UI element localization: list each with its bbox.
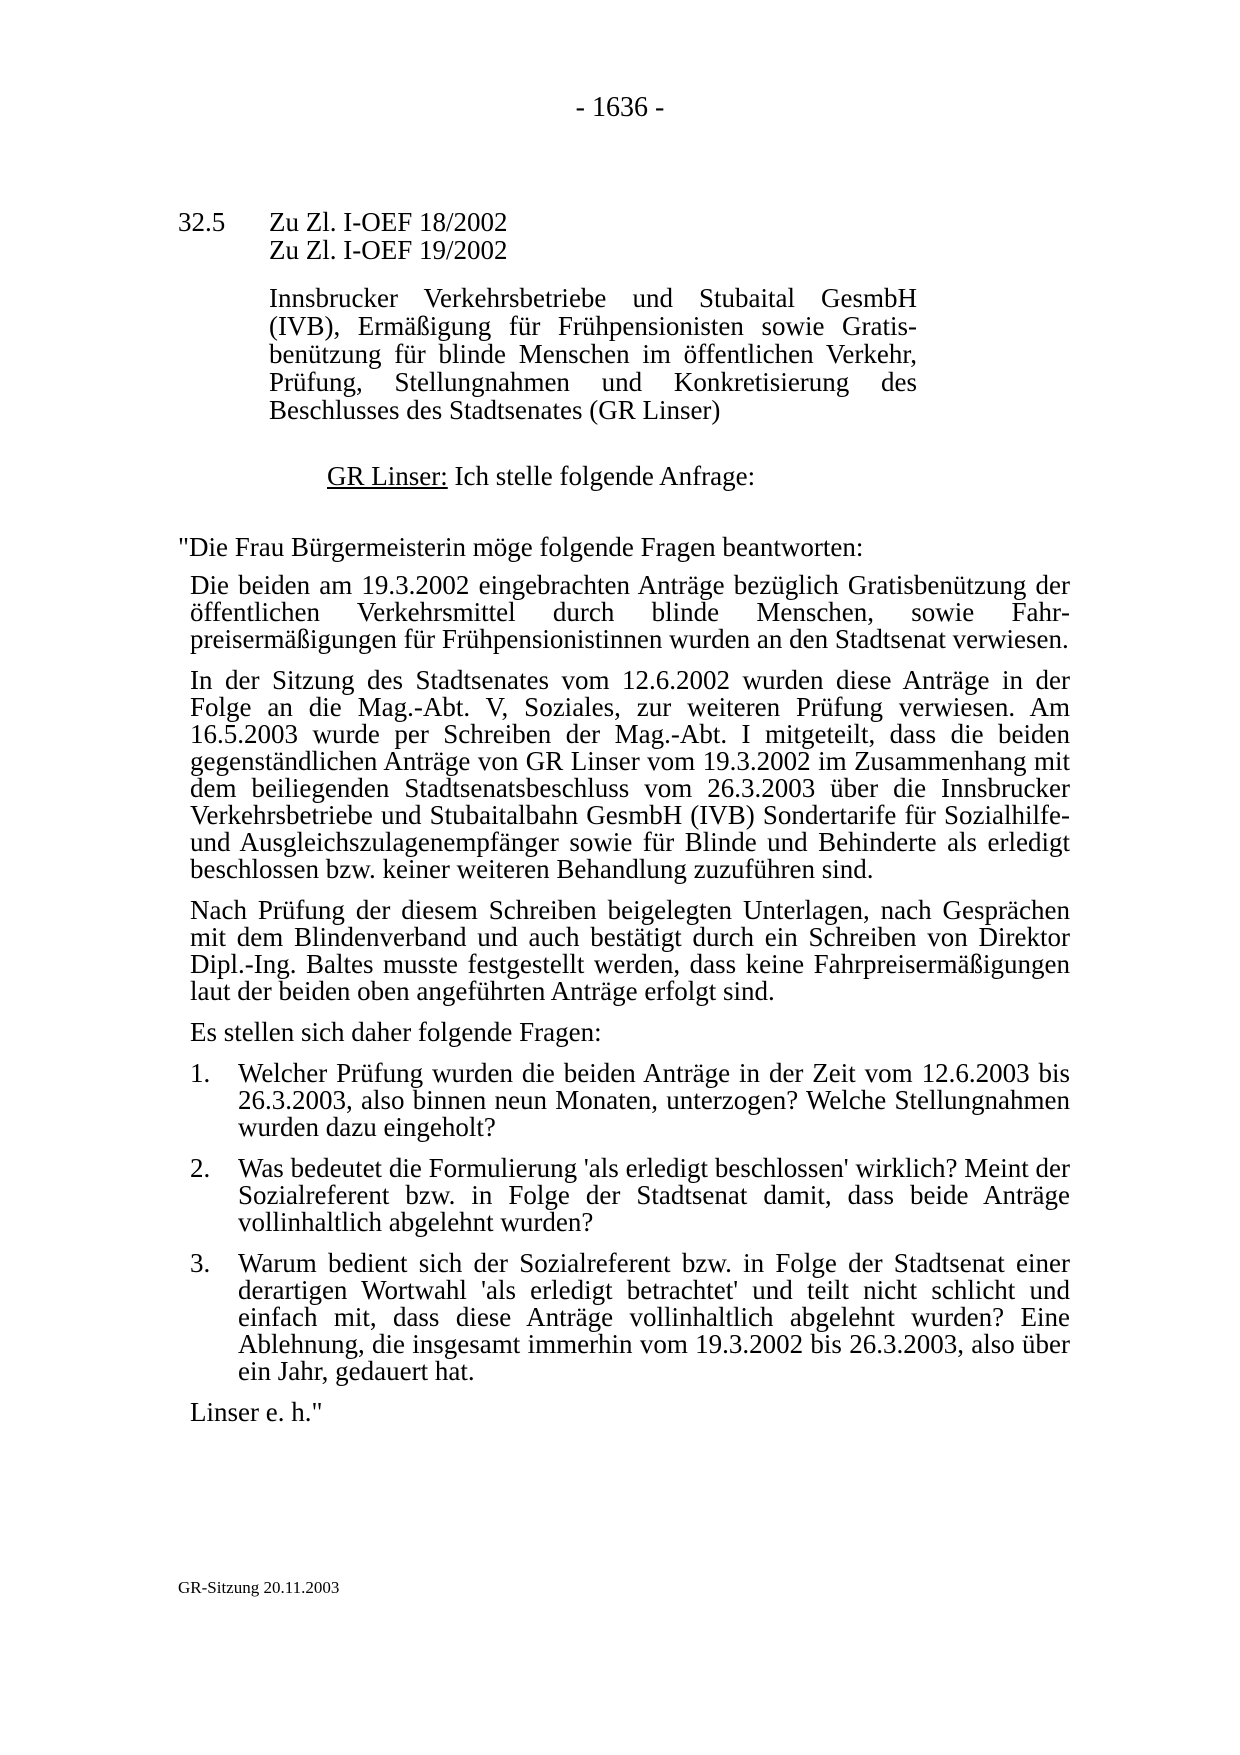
question-item [190, 1250, 1070, 1385]
question-item [190, 1060, 1070, 1141]
reference-list [269, 208, 507, 264]
item-number: 32.5 [178, 207, 226, 237]
inquiry-body [190, 572, 1070, 1426]
question-text: Welcher Prüfung wurden die beiden Anträge in der Zeit vom 12.6.2003 bis 26.3.2003, also binnen neun Monaten, unterzogen? Welche Stellungnahmen wurden dazu eingeholt? [238, 1058, 1070, 1142]
speaker-name: GR Linser: [327, 461, 448, 491]
signature: Linser e. h." [190, 1397, 323, 1427]
question-text: Warum bedient sich der Sozialreferent bzw. in Folge der Stadtsenat einer derartigen Wortwahl 'als erledigt betrachtet' und teilt nicht schlicht und einfach mit, dass diese Anträge vollinhaltlich abgelehnt wurden? Eine Ablehnung, die insgesamt immerhin vom 19.3.2002 bis 26.3.2003, also über ein Jahr, gedauert hat. [238, 1248, 1070, 1386]
body-paragraph: Nach Prüfung der diesem Schreiben beigelegten Unterlagen, nach Gesprächen mit dem Blindenverband und auch bestätigt durch ein Schreiben von Direktor Dipl.-Ing. Baltes musste festgestellt werden, dass keine Fahrpreisermäßigungen laut der beiden oben angeführten Anträge erfolgt sind. [190, 895, 1070, 1006]
question-number: 1. [190, 1058, 211, 1088]
question-number: 3. [190, 1248, 211, 1278]
question-list [190, 1060, 1070, 1385]
quote-intro: "Die Frau Bürgermeisterin möge folgende Fragen beantworten: [178, 532, 864, 562]
speaker-line [327, 461, 755, 492]
speaker-statement: Ich stelle folgende Anfrage: [447, 461, 756, 491]
body-paragraph: Es stellen sich daher folgende Fragen: [190, 1017, 602, 1047]
item-subject: Innsbrucker Verkehrsbetriebe und Stubaital GesmbH (IVB), Ermäßigung für Frühpensionisten sowie Gratisbenützung für blinde Menschen im öffentlichen Verkehr, Prüfung, Stellungnahmen und Konkretisierung des Beschlusses des Stadtsenates (GR Linser) [269, 283, 917, 425]
reference-line: Zu Zl. I-OEF 19/2002 [269, 235, 508, 265]
body-paragraph: Die beiden am 19.3.2002 eingebrachten Anträge bezüglich Gratisbenützung der öffentlichen Verkehrsmittel durch blinde Menschen, sowie Fahrpreisermäßigungen für Frühpensionistinnen wurden an den Stadtsenat verwiesen. [190, 570, 1070, 654]
reference-line: Zu Zl. I-OEF 18/2002 [269, 207, 508, 237]
question-number: 2. [190, 1153, 211, 1183]
question-text: Was bedeutet die Formulierung 'als erledigt beschlossen' wirklich? Meint der Sozialreferent bzw. in Folge der Stadtsenat damit, dass beide Anträge vollinhaltlich abgelehnt wurden? [238, 1153, 1070, 1237]
page-footer: GR-Sitzung 20.11.2003 [178, 1578, 340, 1597]
question-item [190, 1155, 1070, 1236]
page-number: - 1636 - [575, 92, 665, 123]
body-paragraph: In der Sitzung des Stadtsenates vom 12.6.2002 wurden diese Anträge in der Folge an die Mag.-Abt. V, Soziales, zur weiteren Prüfung verwiesen. Am 16.5.2003 wurde per Schreiben der Mag.-Abt. I mitgeteilt, dass die beiden gegenständlichen Anträge von GR Linser vom 19.3.2002 im Zusammenhang mit dem beiliegenden Stadtsenatsbeschluss vom 26.3.2003 über die Innsbrucker Verkehrsbetriebe und Stubaitalbahn GesmbH (IVB) Sondertarife für Sozialhilfe- und Ausgleichszulagenempfänger sowie für Blinde und Behinderte als erledigt beschlossen bzw. keiner weiteren Behandlung zuzuführen sind. [190, 665, 1070, 884]
